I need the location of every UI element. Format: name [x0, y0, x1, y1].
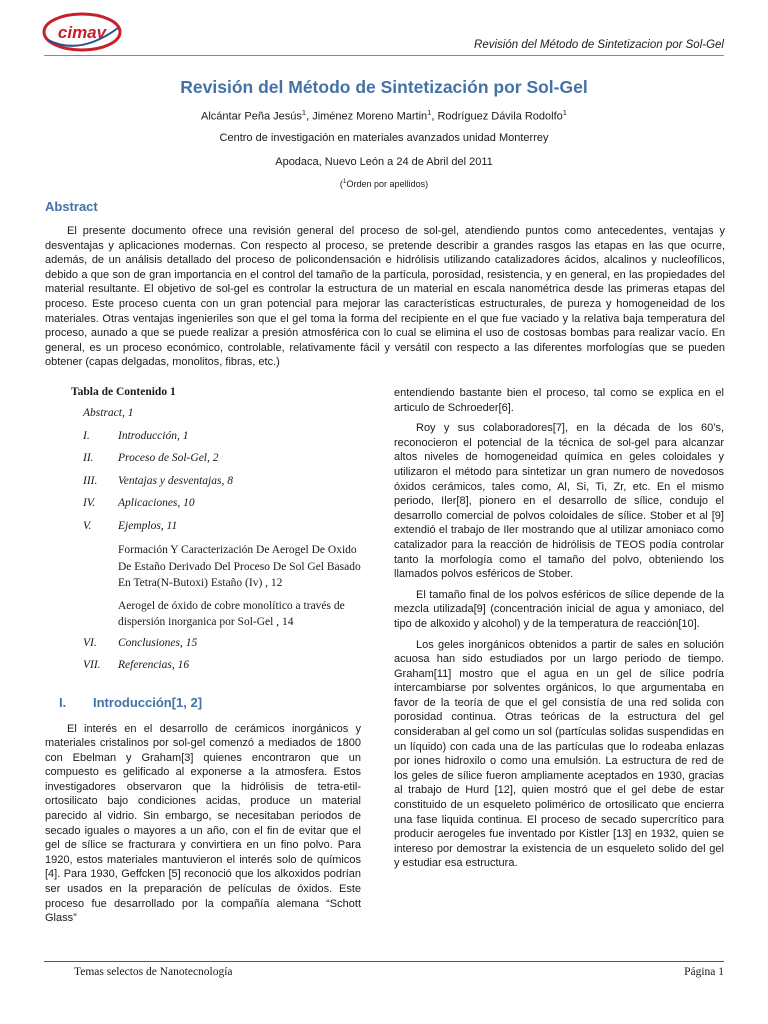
left-column	[45, 386, 361, 932]
footer-divider	[44, 961, 724, 962]
section-title: Introducción[1, 2]	[93, 694, 203, 710]
running-header: Revisión del Método de Sintetizacion por Sol-Gel	[474, 39, 724, 51]
note-text: Orden por apellidos)	[346, 179, 429, 189]
toc-number: II.	[83, 452, 94, 464]
toc-number: IV.	[83, 497, 96, 509]
author-sup: 1	[427, 108, 432, 117]
note-sup: 1	[342, 178, 347, 185]
section-number: I.	[59, 694, 67, 710]
author-list	[0, 108, 768, 123]
toc-item[interactable]	[45, 475, 361, 498]
author-separator: ,	[431, 110, 438, 123]
author-order-note	[0, 178, 768, 189]
intro-paragraph: El interés en el desarrollo de cerámicos inorgánicos y materiales cristalinos por sol-gel comenzó a mediados de 1800 con Ebelman y Graham[3] quienes encontraron que un compuesto es gelificado al exponerse a la atmosfera. Estos investigadores observaron que la hidrólisis de tetra-etil-ortosilicato bajo condiciones acidas, produce un material parecido al vidrio. Sin embargo, se necesitaban periodos de secado iguales o mayores a un año, con el fin de evitar que el gel de sílice se fracturara y convirtiera en un fino polvo. Para 1920, estos materiales mantuvieron el interés solo de químicos [4]. Para 1930, Geffcken [5] reconoció que los alkoxidos podrían ser usados en la preparación de películas de óxidos. Este proceso fue desarrollado por la compañía alemana “Schott Glass”	[45, 722, 361, 925]
body-paragraph: Los geles inorgánicos obtenidos a partir de sales en solución acuosa han sido estudiados por un largo periodo de tiempo. Graham[11] mostro que el agua en un gel de sílice podría intercambiarse por solventes orgánicos, lo que argumentaba en favor de la teoría de que el gel consistía de una red solida con porosidad continua. Otras teóricas de la estructura del gel consideraban al gel como un sol (partículas solidas suspendidas en un líquido) con cada una de las partículas que lo rodeaba enlazas por iones hidroxilo o como una emulsión. La estructura de red de los geles de sílice fueron ampliamente aceptados en 1930, gracias al trabajo de Hurd [12], quien mostró que el gel debe de estar constituido de un esqueleto polimérico de ortosilicato que encierra una fase liquida continua. El proceso de secado supercrítico para producir aerogeles fue inventado por Kistler [13] en 1932, quien se intereso por demostrar la existencia de un esqueleto solido del gel y estudiar esa estructura.	[394, 638, 724, 870]
toc-label: Introducción, 1	[118, 429, 189, 442]
author-sup: 1	[562, 108, 567, 117]
date-line: Apodaca, Nuevo León a 24 de Abril del 2011	[275, 156, 493, 168]
author-sup: 1	[301, 108, 307, 117]
header-divider	[44, 55, 724, 56]
body-paragraph: entendiendo bastante bien el proceso, tal como se explica en el articulo de Schroeder[6].	[394, 387, 724, 414]
note-open: (	[339, 179, 343, 189]
toc-title: Tabla de Contenido 1	[71, 386, 176, 398]
toc-label: Conclusiones, 15	[118, 636, 198, 649]
toc-item[interactable]	[45, 430, 361, 453]
toc-label: Ejemplos, 11	[118, 519, 178, 532]
toc-number: VI.	[83, 636, 97, 649]
author: Alcántar Peña Jesús	[201, 110, 302, 123]
toc-label: Abstract, 1	[83, 407, 134, 419]
toc-label: Ventajas y desventajas, 8	[118, 474, 233, 487]
toc-number: I.	[83, 429, 90, 442]
logo-wordmark: cimav	[57, 23, 107, 42]
author: Jiménez Moreno Martin	[312, 110, 428, 123]
affiliation: Centro de investigación en materiales avanzados unidad Monterrey	[219, 132, 549, 144]
toc-item-abstract[interactable]	[45, 407, 361, 430]
section-heading-introduccion	[45, 695, 361, 710]
toc-item[interactable]	[45, 452, 361, 475]
toc-item[interactable]	[45, 659, 361, 682]
toc-label: Proceso de Sol-Gel, 2	[118, 452, 219, 464]
toc-item[interactable]	[45, 637, 361, 660]
abstract-text: El presente documento ofrece una revisión general del proceso de sol-gel, atendiendo puntos como antecedentes, ventajas y desventajas y aplicaciones modernas. Con respecto al proceso, se pretende describir a grandes rasgos las etapas en las que ocurre, además, de un análisis detallado del proceso de policondensación e hidrólisis utilizando catalizadores ácidos, alcalinos y nucleofílicos, debido a que son de gran importancia en el control del tamaño de la partícula, porosidad, resistencia, y en general, en las propiedades del material resultante. El objetivo de sol-gel es controlar la estructura de un material en escala nanométrica desde las primeras etapas del proceso. Este proceso cuenta con un gran potencial para mejorar las características estructurales, de pureza y homogeneidad de los materiales. Otras ventajas ingenieriles son que el gel toma la forma del recipiente en el que fue vaciado y la relativa baja temperatura del proceso, aunado a que se puede realizar a presión atmosférica con lo cual se elimina el uso de costosas bombas para realizar vacío. En general, es un proceso económico, controlable, relativamente fácil y versátil con respecto a las diferentes morfologías que se pueden obtener (capas delgadas, monolitos, fibras, etc.)	[45, 225, 725, 369]
page-number: Página 1	[684, 966, 724, 978]
toc-number: III.	[83, 474, 98, 487]
toc-item[interactable]	[45, 497, 361, 520]
toc-label: Aplicaciones, 10	[118, 497, 195, 509]
toc-number: VII.	[83, 659, 101, 671]
author: Rodríguez Dávila Rodolfo	[437, 110, 563, 123]
toc-item[interactable]	[45, 520, 361, 543]
author-separator: ,	[306, 110, 313, 123]
toc-subitem[interactable]: Formación Y Caracterización De Aerogel De Oxido De Estaño Derivado Del Proceso De Sol Gel Basado En Tetra(N-Butoxi) Estaño (Iv) , 12	[118, 544, 361, 589]
right-column	[394, 386, 724, 877]
body-paragraph: Roy y sus colaboradores[7], en la década de los 60’s, reconocieron el potencial de la técnica de sol-gel para alcanzar altos niveles de homogeneidad química en geles coloidales y utilizaron el método para sintetizar un gran numero de novedosos óxidos cerámicos, tales como, Al, Si, Ti, Zr, etc. En el mismo periodo, Iler[8], pionero en el desarrollo de sílice, condujo el desarrollo comercial de polvos coloidales de sílice. Stober et al [9] extendió el trabajo de Iler mostrando que al utilizar amoniaco como catalizador para la reacción de hidrólisis de TEOS podía controlar tanto la morfología como el tamaño del polvo, obteniendo los llamados polvos esféricos de Stober.	[394, 422, 724, 581]
toc-subitem[interactable]: Aerogel de óxido de cobre monolítico a través de dispersión inorganica por Sol-Gel , 14	[118, 599, 345, 628]
toc-number: V.	[83, 519, 92, 532]
paper-title: Revisión del Método de Sintetización por Sol-Gel	[180, 77, 588, 97]
body-paragraph: El tamaño final de los polvos esféricos de sílice depende de la mezcla utilizada[9] (concentración inicial de agua y amoniaco, del tipo de alkoxido y alcohol) y de la temperatura de reacción[10].	[394, 588, 724, 630]
footer-course: Temas selectos de Nanotecnología	[74, 966, 233, 978]
toc-label: Referencias, 16	[118, 659, 190, 671]
cimav-logo	[40, 10, 124, 54]
abstract-heading: Abstract	[45, 199, 98, 214]
